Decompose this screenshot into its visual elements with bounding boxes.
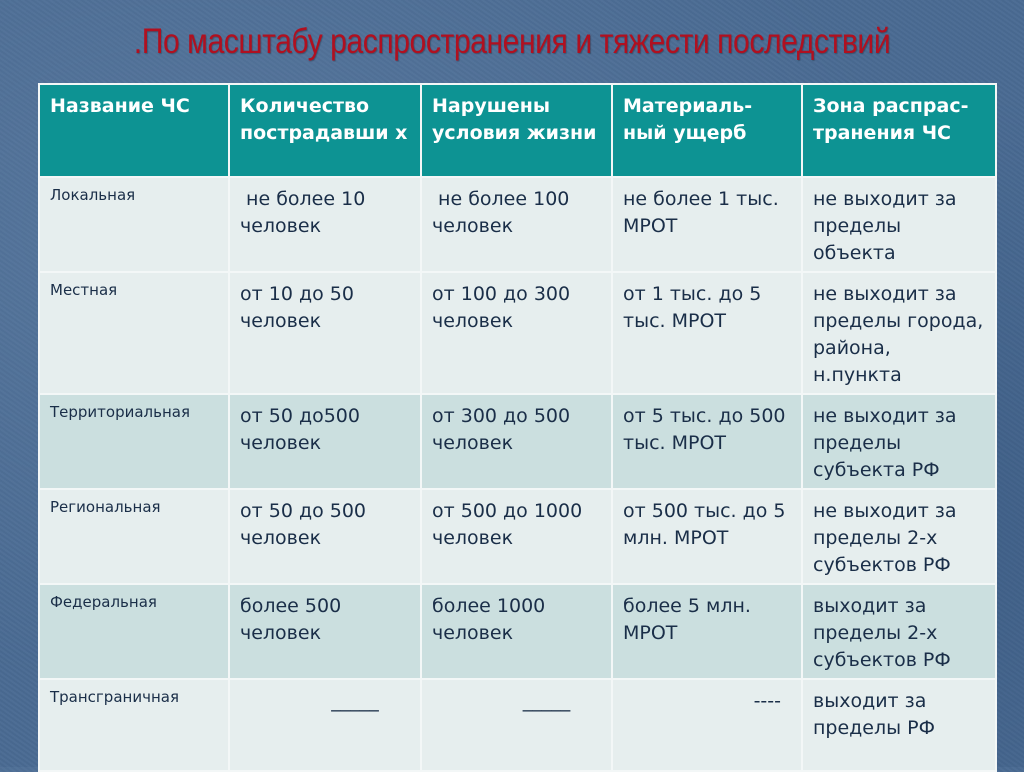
dash-placeholder: _____ bbox=[522, 690, 571, 712]
header-living-conditions: Нарушены условия жизни bbox=[421, 84, 612, 177]
cell-name: Региональная bbox=[39, 489, 229, 584]
table-row bbox=[39, 272, 996, 394]
cell-living bbox=[421, 679, 612, 771]
cell-name: Трансграничная bbox=[39, 679, 229, 771]
cell-victims: от 10 до 50 человек bbox=[229, 272, 421, 394]
dash-placeholder: ---- bbox=[753, 690, 781, 712]
cell-damage bbox=[612, 679, 802, 771]
cell-victims: не более 10 человек bbox=[229, 177, 421, 272]
cell-name: Федеральная bbox=[39, 584, 229, 679]
table-row bbox=[39, 489, 996, 584]
cell-damage: от 1 тыс. до 5 тыс. МРОТ bbox=[612, 272, 802, 394]
cell-name: Территориальная bbox=[39, 394, 229, 489]
dash-placeholder: _____ bbox=[331, 690, 379, 712]
cell-name: Локальная bbox=[39, 177, 229, 272]
header-name: Название ЧС bbox=[39, 84, 229, 177]
cell-name: Местная bbox=[39, 272, 229, 394]
table-row bbox=[39, 584, 996, 679]
cell-zone: не выходит за пределы 2-х субъектов РФ bbox=[802, 489, 996, 584]
header-victims: Количество пострадавши х bbox=[229, 84, 421, 177]
cell-zone: выходит за пределы РФ bbox=[802, 679, 996, 771]
cell-zone: не выходит за пределы города, района, н.пункта bbox=[802, 272, 996, 394]
cell-victims: от 50 до 500 человек bbox=[229, 489, 421, 584]
cell-living: от 300 до 500 человек bbox=[421, 394, 612, 489]
table-row bbox=[39, 394, 996, 489]
cell-damage: не более 1 тыс. МРОТ bbox=[612, 177, 802, 272]
cell-living: от 500 до 1000 человек bbox=[421, 489, 612, 584]
cell-victims: более 500 человек bbox=[229, 584, 421, 679]
cell-living: от 100 до 300 человек bbox=[421, 272, 612, 394]
cell-living: не более 100 человек bbox=[421, 177, 612, 272]
slide-title: .По масштабу распространения и тяжести последствий bbox=[133, 22, 891, 61]
emergency-classification-table bbox=[38, 83, 997, 772]
cell-zone: выходит за пределы 2-х субъектов РФ bbox=[802, 584, 996, 679]
cell-living: более 1000 человек bbox=[421, 584, 612, 679]
header-material-damage: Материаль-ный ущерб bbox=[612, 84, 802, 177]
table-header-row bbox=[39, 84, 996, 177]
cell-damage: от 5 тыс. до 500 тыс. МРОТ bbox=[612, 394, 802, 489]
header-spread-zone: Зона распрас-транения ЧС bbox=[802, 84, 996, 177]
cell-victims bbox=[229, 679, 421, 771]
cell-damage: более 5 млн. МРОТ bbox=[612, 584, 802, 679]
table-row bbox=[39, 679, 996, 771]
cell-damage: от 500 тыс. до 5 млн. МРОТ bbox=[612, 489, 802, 584]
cell-zone: не выходит за пределы субъекта РФ bbox=[802, 394, 996, 489]
cell-victims: от 50 до500 человек bbox=[229, 394, 421, 489]
cell-zone: не выходит за пределы объекта bbox=[802, 177, 996, 272]
table-row bbox=[39, 177, 996, 272]
